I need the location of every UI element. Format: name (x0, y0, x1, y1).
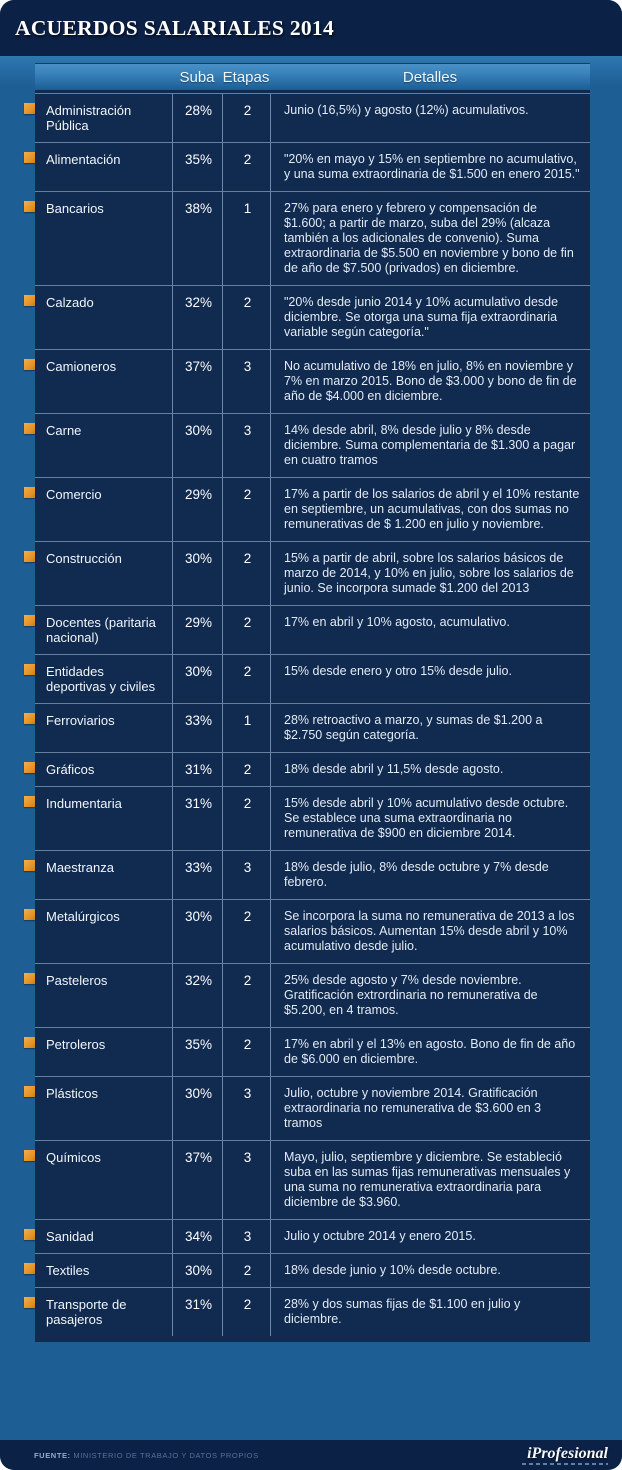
etapas-value: 2 (222, 1027, 270, 1076)
table-row (35, 1287, 590, 1336)
orange-square-bullet-icon (24, 1150, 35, 1161)
sector-name: Químicos (46, 1150, 101, 1165)
orange-square-bullet-icon (24, 201, 35, 212)
orange-square-bullet-icon (24, 973, 35, 984)
detalles-text: Julio, octubre y noviembre 2014. Gratificación extraordinaria no remunerativa de $3.600 en 3 tramos (270, 1076, 590, 1140)
suba-value: 30% (172, 1253, 222, 1287)
detalles-text: Junio (16,5%) y agosto (12%) acumulativos. (270, 93, 590, 142)
orange-square-bullet-icon (24, 713, 35, 724)
detalles-text: 25% desde agosto y 7% desde noviembre. Gratificación extrordinaria no remunerativa de $5.200, en 4 tramos. (270, 963, 590, 1027)
etapas-value: 3 (222, 1140, 270, 1219)
detalles-text: Se incorpora la suma no remunerativa de 2013 a los salarios básicos. Aumentan 15% desde abril y 10% acumulativo desde julio. (270, 899, 590, 963)
sector-name: Camioneros (46, 359, 117, 374)
detalles-text: 15% desde enero y otro 15% desde julio. (270, 654, 590, 703)
detalles-text: 14% desde abril, 8% desde julio y 8% desde diciembre. Suma complementaria de $1.300 a pagar en cuatro tramos (270, 413, 590, 477)
detalles-text: 27% para enero y febrero y compensación de $1.600; a partir de marzo, suba del 29% (alcaza también a los adicionales de convenio). Suma extraordinaria de $5.500 en noviembre y bono de fin de año de $7.500 (privados) en diciembre. (270, 191, 590, 285)
orange-square-bullet-icon (24, 295, 35, 306)
etapas-value: 3 (222, 1219, 270, 1253)
column-header-etapas: Etapas (222, 68, 270, 86)
orange-square-bullet-icon (24, 1037, 35, 1048)
orange-square-bullet-icon (24, 860, 35, 871)
suba-value: 29% (172, 605, 222, 654)
column-header-detalles: Detalles (402, 68, 458, 86)
suba-value: 35% (172, 1027, 222, 1076)
etapas-value: 2 (222, 752, 270, 786)
table-row (35, 142, 590, 191)
sector-name: Metalúrgicos (46, 909, 120, 924)
detalles-text: 28% retroactivo a marzo, y sumas de $1.200 a $2.750 según categoría. (270, 703, 590, 752)
etapas-value: 2 (222, 786, 270, 850)
table-row (35, 349, 590, 413)
column-header-suba: Suba (179, 68, 215, 86)
suba-value: 30% (172, 413, 222, 477)
suba-value: 31% (172, 1287, 222, 1336)
orange-square-bullet-icon (24, 1086, 35, 1097)
sector-name: Construcción (46, 551, 122, 566)
table-row (35, 1027, 590, 1076)
table-row (35, 191, 590, 285)
etapas-value: 3 (222, 1076, 270, 1140)
table-row (35, 703, 590, 752)
detalles-text: 18% desde julio, 8% desde octubre y 7% desde febrero. (270, 850, 590, 899)
table-row (35, 541, 590, 605)
orange-square-bullet-icon (24, 664, 35, 675)
detalles-text: 18% desde abril y 11,5% desde agosto. (270, 752, 590, 786)
brand-underline-icon (522, 1463, 608, 1465)
sector-name: Petroleros (46, 1037, 106, 1052)
detalles-text: 28% y dos sumas fijas de $1.100 en julio y diciembre. (270, 1287, 590, 1336)
table-header-row (35, 63, 590, 90)
orange-square-bullet-icon (24, 152, 35, 163)
source-text: MINISTERIO DE TRABAJO Y DATOS PROPIOS (73, 1450, 259, 1460)
etapas-value: 2 (222, 285, 270, 349)
suba-value: 31% (172, 752, 222, 786)
sector-name: Docentes (paritaria nacional) (46, 615, 156, 645)
table-row (35, 654, 590, 703)
orange-square-bullet-icon (24, 1297, 35, 1308)
detalles-text: 17% en abril y el 13% en agosto. Bono de fin de año de $6.000 en diciembre. (270, 1027, 590, 1076)
table-row (35, 93, 590, 142)
detalles-text: 18% desde junio y 10% desde octubre. (270, 1253, 590, 1287)
suba-value: 31% (172, 786, 222, 850)
sector-name: Gráficos (46, 762, 95, 777)
sector-name: Alimentación (46, 152, 121, 167)
orange-square-bullet-icon (24, 551, 35, 562)
sector-name: Indumentaria (46, 796, 122, 811)
detalles-text: Julio y octubre 2014 y enero 2015. (270, 1219, 590, 1253)
orange-square-bullet-icon (24, 1263, 35, 1274)
suba-value: 32% (172, 963, 222, 1027)
table-row (35, 850, 590, 899)
orange-square-bullet-icon (24, 615, 35, 626)
sector-name: Transporte de pasajeros (46, 1297, 127, 1327)
table-area (0, 56, 622, 1440)
suba-value: 30% (172, 654, 222, 703)
etapas-value: 2 (222, 1253, 270, 1287)
suba-value: 30% (172, 1076, 222, 1140)
table-row (35, 605, 590, 654)
table-body (35, 90, 590, 1342)
suba-value: 34% (172, 1219, 222, 1253)
table-row (35, 1140, 590, 1219)
sector-name: Bancarios (46, 201, 104, 216)
detalles-text: 15% a partir de abril, sobre los salarios básicos de marzo de 2014, y 10% en julio, sobre los salarios de junio. Se incorpora sumade $1.200 del 2013 (270, 541, 590, 605)
detalles-text: No acumulativo de 18% en julio, 8% en noviembre y 7% en marzo 2015. Bono de $3.000 y bono de fin de año de $4.000 en diciembre. (270, 349, 590, 413)
sector-name: Pasteleros (46, 973, 108, 988)
etapas-value: 2 (222, 654, 270, 703)
table-row (35, 1076, 590, 1140)
etapas-value: 2 (222, 541, 270, 605)
table-row (35, 752, 590, 786)
orange-square-bullet-icon (24, 909, 35, 920)
etapas-value: 2 (222, 963, 270, 1027)
sector-name: Textiles (46, 1263, 90, 1278)
orange-square-bullet-icon (24, 359, 35, 370)
source-note (34, 1451, 259, 1460)
table-row (35, 786, 590, 850)
suba-value: 28% (172, 93, 222, 142)
orange-square-bullet-icon (24, 103, 35, 114)
sector-name: Carne (46, 423, 82, 438)
detalles-text: 17% a partir de los salarios de abril y el 10% restante en septiembre, un acumulativas, con dos sumas no remunerativas de $ 1.200 en julio y noviembre. (270, 477, 590, 541)
suba-value: 29% (172, 477, 222, 541)
suba-value: 37% (172, 349, 222, 413)
detalles-text: 15% desde abril y 10% acumulativo desde octubre. Se establece una suma extraordinaria no remunerativa de $900 en diciembre 2014. (270, 786, 590, 850)
sector-name: Comercio (46, 487, 102, 502)
suba-value: 33% (172, 703, 222, 752)
table-row (35, 1253, 590, 1287)
detalles-text: "20% en mayo y 15% en septiembre no acumulativo, y una suma extraordinaria de $1.500 en enero 2015." (270, 142, 590, 191)
suba-value: 30% (172, 899, 222, 963)
suba-value: 32% (172, 285, 222, 349)
suba-value: 33% (172, 850, 222, 899)
sector-name: Administración Pública (46, 103, 132, 133)
table-row (35, 899, 590, 963)
suba-value: 30% (172, 541, 222, 605)
table-row (35, 285, 590, 349)
brand-logo (522, 1446, 608, 1465)
table-row (35, 413, 590, 477)
brand-name: iProfesional (527, 1444, 608, 1462)
source-label: FUENTE: (34, 1450, 71, 1460)
sector-name: Maestranza (46, 860, 114, 875)
sector-name: Ferroviarios (46, 713, 115, 728)
sector-name: Sanidad (46, 1229, 94, 1244)
sector-name: Plásticos (46, 1086, 99, 1101)
title-band (0, 0, 622, 56)
orange-square-bullet-icon (24, 423, 35, 434)
detalles-text: 17% en abril y 10% agosto, acumulativo. (270, 605, 590, 654)
etapas-value: 2 (222, 142, 270, 191)
etapas-value: 2 (222, 93, 270, 142)
etapas-value: 3 (222, 349, 270, 413)
table-row (35, 477, 590, 541)
orange-square-bullet-icon (24, 762, 35, 773)
orange-square-bullet-icon (24, 796, 35, 807)
table-row (35, 963, 590, 1027)
etapas-value: 3 (222, 413, 270, 477)
etapas-value: 1 (222, 703, 270, 752)
sector-name: Entidades deportivas y civiles (46, 664, 156, 694)
orange-square-bullet-icon (24, 487, 35, 498)
suba-value: 38% (172, 191, 222, 285)
suba-value: 37% (172, 1140, 222, 1219)
etapas-value: 1 (222, 191, 270, 285)
detalles-text: Mayo, julio, septiembre y diciembre. Se estableció suba en las sumas fijas remunerativas mensuales y una suma no remunerativa extraordinaria para diciembre de $3.960. (270, 1140, 590, 1219)
etapas-value: 3 (222, 850, 270, 899)
table-row (35, 1219, 590, 1253)
page-title: ACUERDOS SALARIALES 2014 (15, 15, 335, 40)
suba-value: 35% (172, 142, 222, 191)
orange-square-bullet-icon (24, 1229, 35, 1240)
sector-name: Calzado (46, 295, 94, 310)
etapas-value: 2 (222, 477, 270, 541)
footer-band (0, 1440, 622, 1470)
etapas-value: 2 (222, 899, 270, 963)
etapas-value: 2 (222, 1287, 270, 1336)
detalles-text: "20% desde junio 2014 y 10% acumulativo desde diciembre. Se otorga una suma fija extraordinaria variable según categoría." (270, 285, 590, 349)
etapas-value: 2 (222, 605, 270, 654)
